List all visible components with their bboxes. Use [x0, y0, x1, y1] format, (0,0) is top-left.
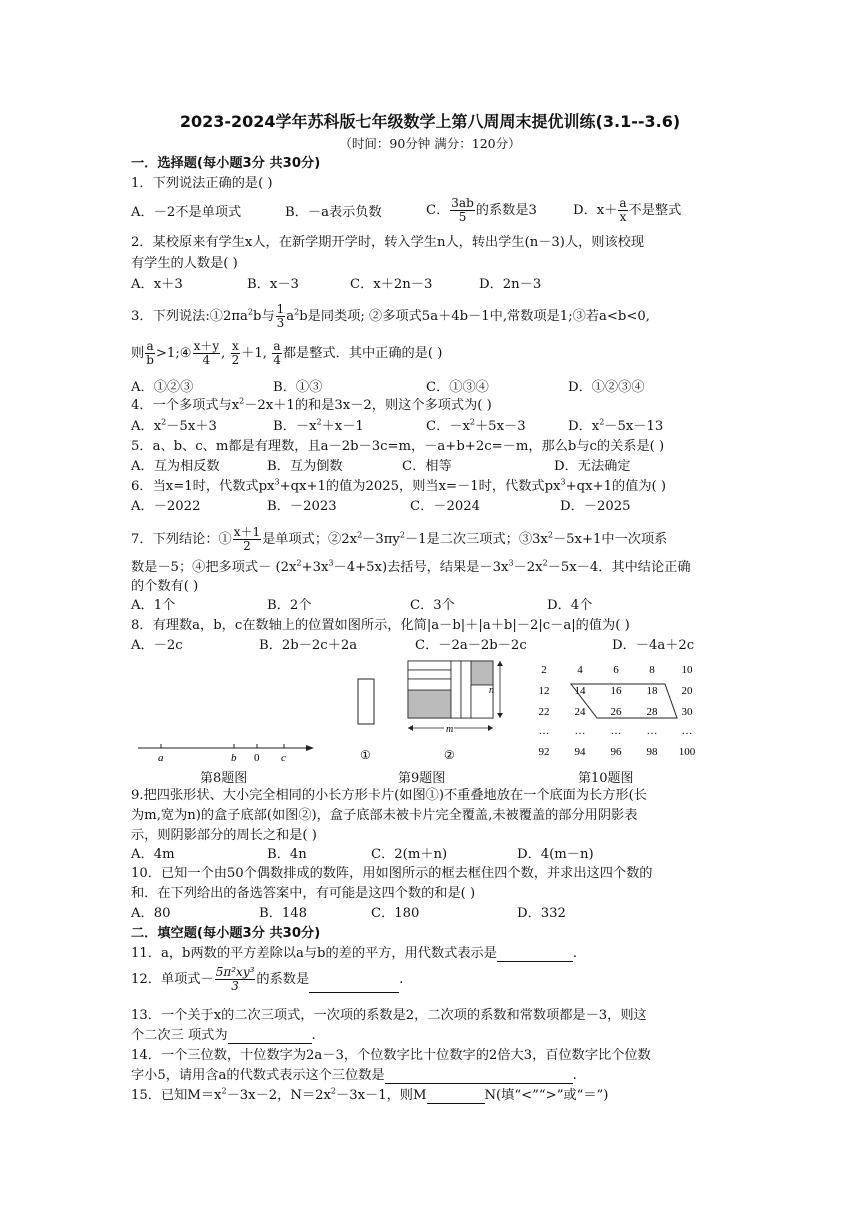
q1-option-d: D．x＋ $\frac{a}{x}$ 不是整式: [573, 196, 682, 224]
q10-line1: 10．已知一个由50个偶数排成的数阵，用如图所示的框去框住四个数，并求出这四个数的: [131, 866, 653, 881]
small-card-figure: [352, 675, 382, 767]
q15-answer-blank: [427, 1091, 485, 1104]
number-line-label-a: a: [158, 752, 164, 764]
q6-option-d: D．－2025: [560, 499, 631, 514]
q9-line1: 9.把四张形状、大小完全相同的小长方形卡片(如图①)不重叠地放在一个底面为长方形(长: [131, 788, 647, 803]
q10-option-d: D．332: [517, 906, 566, 921]
q11-answer-blank: [497, 949, 573, 962]
q2-option-b: B．x－3: [247, 277, 299, 292]
q10-option-c: C．180: [371, 906, 420, 921]
q6-stem: 6．当x=1时，代数式$px^3+qx+1$的值为2025，则当x=－1时，代数式$px^3+qx+1$的值为( ): [131, 477, 667, 494]
q3-line1: 3．下列说法$:①2\pi a^2b$与 $\frac{1}{3}$ $a^2b$是同类项; ②多项式5a＋4b－1中,常数项是1;③若a<b<0,: [131, 302, 650, 330]
q7-option-c: C．3个: [410, 598, 455, 613]
q14-line1: 14．一个三位数，十位数字为2a－3，个位数字比十位数字的2倍大3，百位数字比个位数: [131, 1048, 651, 1063]
q9-option-d: D．4(m－n): [517, 847, 594, 862]
q3-option-b: B．①③: [273, 380, 323, 395]
svg-text:98: 98: [646, 746, 658, 758]
q14-line2: 字小5，请用含a的代数式表示这个三位数是 .: [131, 1068, 577, 1083]
svg-text:96: 96: [610, 746, 622, 758]
q13-line2: 个二次三 项式为 .: [131, 1028, 316, 1043]
page-title: 2023-2024学年苏科版七年级数学上第八周周末提优训练(3.1--3.6): [179, 112, 681, 131]
number-line-figure: [136, 740, 316, 764]
svg-text:18: 18: [646, 685, 658, 697]
svg-text:4: 4: [577, 664, 583, 676]
svg-text:…: …: [681, 725, 693, 737]
section-choice-heading: 一．选择题(每小题3分 共30分): [131, 156, 321, 171]
number-grid-figure: [525, 660, 705, 760]
q8-option-d: D．－4a＋2c: [612, 638, 695, 653]
q3-option-c: C．①③④: [426, 380, 489, 395]
q12-answer-blank: [309, 980, 399, 993]
svg-text:8: 8: [649, 664, 655, 676]
svg-text:100: 100: [678, 746, 696, 758]
q2-option-a: A．x＋3: [131, 277, 183, 292]
svg-text:10: 10: [681, 664, 693, 676]
page-subtitle: （时间：90分钟 满分：120分）: [339, 136, 521, 151]
q3-line2: 则 $\frac{a}{b}$ >1;④ $\frac{x+y}{4}$ , $\frac{x}{2}$ ＋1, $\frac{a}{4}$ 都是整式．其中正确的是( ): [131, 339, 443, 367]
q10-option-b: B．148: [259, 906, 308, 921]
svg-text:20: 20: [681, 685, 693, 697]
fig8-caption: 第8题图: [200, 771, 248, 786]
svg-text:24: 24: [574, 706, 586, 718]
q3-option-a: A．①②③: [131, 380, 194, 395]
q5-stem: 5．a、b、c、m都是有理数，且a－2b－3c=m，－a+b+2c=－m，那么b与c的关系是( ): [131, 439, 665, 454]
fig9-label-1: ①: [360, 748, 371, 762]
q4-option-a: A．$x^2-5x+3$: [131, 417, 217, 434]
q15-text: 15．已知$M=x^2-3x-2$，$N=2x^2-3x-1$，则M N(填“<”“>”或“＝”): [131, 1086, 609, 1103]
q7-line1: 7．下列结论：① $\frac{x+1}{2}$ 是单项式；$②2x^2-3\pi y^2-1$是二次三项式；$③3x^2-5x+1$中一次项系: [131, 525, 668, 553]
q4-option-b: B．$-x^2+x-1$: [273, 417, 364, 434]
q9-option-a: A．4m: [131, 847, 175, 862]
q2-option-d: D．2n－3: [479, 277, 542, 292]
q5-option-b: B．互为倒数: [267, 459, 343, 474]
svg-text:6: 6: [613, 664, 619, 676]
svg-text:16: 16: [610, 685, 622, 697]
selection-frame: [571, 684, 677, 718]
q6-option-b: B．－2023: [267, 499, 337, 514]
q2-line2: 有学生的人数是( ): [131, 256, 238, 271]
q1-option-a: A．－2不是单项式: [131, 205, 242, 220]
q8-stem: 8．有理数a，b，c在数轴上的位置如图所示，化简|a－b|＋|a＋b|－2|c－a|的值为( ): [131, 618, 630, 633]
number-line-label-b: b: [231, 752, 237, 764]
svg-text:12: 12: [538, 685, 550, 697]
svg-text:94: 94: [574, 746, 586, 758]
q1-option-c: C． $\frac{3ab}{5}$ 的系数是3: [426, 196, 537, 224]
q9-option-c: C．2(m＋n): [371, 847, 448, 862]
q8-option-c: C．－2a－2b－2c: [415, 638, 527, 653]
svg-text:30: 30: [681, 706, 693, 718]
q6-option-a: A．－2022: [131, 499, 201, 514]
svg-text:92: 92: [538, 746, 550, 758]
svg-text:22: 22: [538, 706, 550, 718]
svg-text:14: 14: [574, 685, 586, 697]
q5-option-a: A．互为相反数: [131, 459, 220, 474]
q12-text: 12．单项式－ $\frac{\text{5π²xy³}}{3}$ 的系数是 .: [131, 965, 404, 993]
svg-text:…: …: [610, 725, 622, 737]
svg-text:…: …: [646, 725, 658, 737]
fig9-dim-m: m: [446, 724, 454, 735]
q7-option-b: B．2个: [267, 598, 312, 613]
fig9-caption: 第9题图: [398, 771, 446, 786]
q10-option-a: A．80: [131, 906, 171, 921]
q2-line1: 2．某校原来有学生x人，在新学期开学时，转入学生n人，转出学生(n－3)人，则该校现: [131, 235, 645, 250]
q8-option-a: A．－2c: [131, 638, 183, 653]
q5-option-d: D．无法确定: [554, 459, 631, 474]
q5-option-c: C．相等: [402, 459, 452, 474]
q2-option-c: C．x＋2n－3: [350, 277, 433, 292]
fig9-label-2: ②: [444, 748, 455, 762]
q10-line2: 和．在下列给出的备选答案中，有可能是这四个数的和是( ): [131, 886, 476, 901]
svg-text:…: …: [538, 725, 550, 737]
q9-line3: 示，则阴影部分的周长之和是( ): [131, 828, 317, 843]
q11-text: 11．a，b两数的平方差除以a与b的差的平方，用代数式表示是 .: [131, 946, 578, 961]
q13-answer-blank: [228, 1031, 312, 1044]
q4-stem: 4．一个多项式与$x^2-2x+1$的和是3x－2，则这个多项式为( ): [131, 396, 492, 413]
q4-option-d: D．$x^2-5x-13$: [568, 417, 664, 434]
svg-text:2: 2: [541, 664, 547, 676]
q13-line1: 13．一个关于x的二次三项式，一次项的系数是2，二次项的系数和常数项都是－3，则这: [131, 1008, 647, 1023]
q6-option-c: C．－2024: [410, 499, 481, 514]
number-line-label-0: 0: [254, 752, 260, 764]
q3-option-d: D．①②③④: [568, 380, 645, 395]
q7-line2: 数是－5；④把多项式－ $(2x^2+3x^3-4+5x)$去括号，结果是$-3x^3-2x^2-5x-4$．其中结论正确: [131, 558, 691, 575]
q7-option-d: D．4个: [547, 598, 593, 613]
q1-stem: 1．下列说法正确的是( ): [131, 176, 273, 191]
svg-text:…: …: [574, 725, 586, 737]
fig9-dim-n: n: [489, 685, 494, 696]
q7-line3: 的个数有( ): [131, 579, 199, 594]
fig10-caption: 第10题图: [578, 771, 634, 786]
q14-answer-blank: [385, 1071, 573, 1084]
q9-line2: 为m,宽为n)的盒子底部(如图②)，盒子底部未被卡片完全覆盖,未被覆盖的部分用阴影表: [131, 808, 638, 823]
q8-option-b: B．2b－2c＋2a: [259, 638, 358, 653]
box-figure: [400, 656, 510, 766]
number-line-label-c: c: [281, 752, 286, 764]
q7-option-a: A．1个: [131, 598, 176, 613]
q1-option-b: B．－a表示负数: [285, 205, 382, 220]
svg-text:26: 26: [610, 706, 622, 718]
svg-text:28: 28: [646, 706, 658, 718]
q4-option-c: C．$-x^2+5x-3$: [426, 417, 526, 434]
section-fill-heading: 二．填空题(每小题3分 共30分): [131, 926, 321, 941]
q9-option-b: B．4n: [267, 847, 307, 862]
